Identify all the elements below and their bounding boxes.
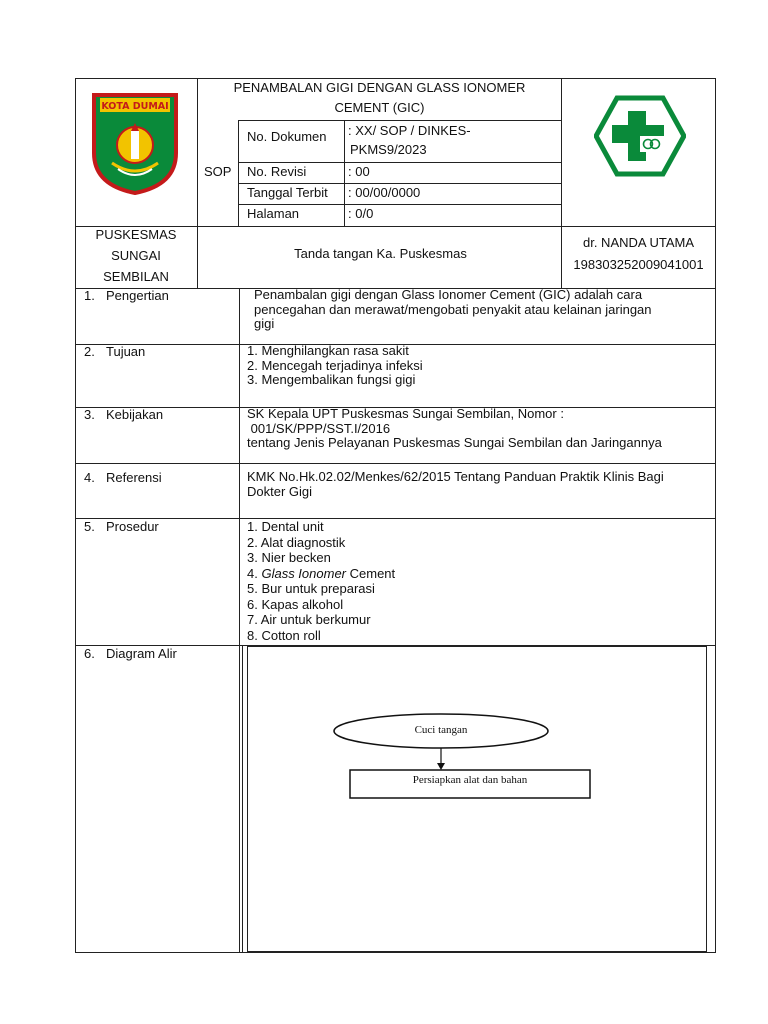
- section-label-diagram: Diagram Alir: [106, 646, 177, 661]
- svg-text:KOTA DUMAI: KOTA DUMAI: [101, 101, 169, 112]
- signature-label: Tanda tangan Ka. Puskesmas: [294, 246, 467, 261]
- flow-arrowhead: [437, 763, 445, 770]
- flowchart: [330, 710, 610, 802]
- list-item: 7. Air untuk berkumur: [247, 612, 371, 627]
- flow-start-label: Cuci tangan: [414, 724, 468, 736]
- org-name: PUSKESMAS SUNGAI SEMBILAN: [95, 227, 177, 284]
- meta-label-revisi: No. Revisi: [247, 164, 307, 179]
- list-item: 8. Cotton roll: [247, 627, 321, 643]
- list-item: 1. Dental unit: [247, 519, 324, 534]
- document-title-line1: PENAMBALAN GIGI DENGAN GLASS IONOMER: [233, 80, 526, 95]
- pengertian-text: Penambalan gigi dengan Glass Ionomer Cement (GIC) adalah cara pencegahan dan merawat/mengobati penyakit atau kelainan jaringan gigi: [254, 287, 652, 331]
- list-item: 6. Kapas alkohol: [247, 596, 344, 612]
- list-item: 4. Glass Ionomer Cement: [247, 565, 396, 581]
- head-name: dr. NANDA UTAMA: [582, 235, 694, 250]
- section-label-prosedur: Prosedur: [106, 519, 159, 534]
- list-item: 2. Mencegah terjadinya infeksi: [247, 357, 423, 373]
- section-label-pengertian: Pengertian: [106, 288, 169, 303]
- section-label-tujuan: Tujuan: [106, 344, 146, 359]
- meta-label-dokumen: No. Dokumen: [247, 129, 327, 144]
- tujuan-list: [247, 344, 423, 388]
- list-item: 1. Menghilangkan rasa sakit: [247, 343, 409, 358]
- list-item: 3. Mengembalikan fungsi gigi: [247, 372, 416, 387]
- meta-value-halaman: : 0/0: [348, 206, 374, 221]
- referensi-text: KMK No.Hk.02.02/Menkes/62/2015 Tentang Panduan Praktik Klinis Bagi Dokter Gigi: [247, 469, 664, 499]
- section-label-kebijakan: Kebijakan: [106, 407, 164, 422]
- meta-value-revisi: : 00: [348, 164, 370, 179]
- section-num: 6.: [84, 646, 95, 661]
- list-item: 5. Bur untuk preparasi: [247, 581, 375, 596]
- section-num: 1.: [84, 288, 95, 303]
- head-id: 198303252009041001: [573, 257, 704, 272]
- prosedur-list: [247, 519, 395, 643]
- section-num: 4.: [84, 470, 95, 485]
- section-num: 2.: [84, 344, 95, 359]
- meta-label-halaman: Halaman: [247, 206, 300, 221]
- section-num: 5.: [84, 519, 95, 534]
- meta-label-terbit: Tanggal Terbit: [247, 185, 328, 200]
- puskesmas-logo: [594, 95, 686, 177]
- kebijakan-text: SK Kepala UPT Puskesmas Sungai Sembilan, Nomor : 001/SK/PPP/SST.I/2016 tentang Jenis Pelayanan Puskesmas Sungai Sembilan dan Jaringannya: [247, 406, 662, 450]
- section-num: 3.: [84, 407, 95, 422]
- sop-label: SOP: [204, 164, 232, 179]
- flow-step1-label: Persiapkan alat dan bahan: [412, 774, 528, 786]
- list-item: 3. Nier becken: [247, 550, 331, 565]
- kota-dumai-logo: [90, 93, 180, 195]
- meta-value-dokumen: : XX/ SOP / DINKES- PKMS9/2023: [348, 123, 471, 157]
- document-title-line2: CEMENT (GIC): [334, 100, 425, 115]
- section-label-referensi: Referensi: [106, 470, 162, 485]
- list-item: 2. Alat diagnostik: [247, 534, 346, 550]
- meta-value-terbit: : 00/00/0000: [348, 185, 421, 200]
